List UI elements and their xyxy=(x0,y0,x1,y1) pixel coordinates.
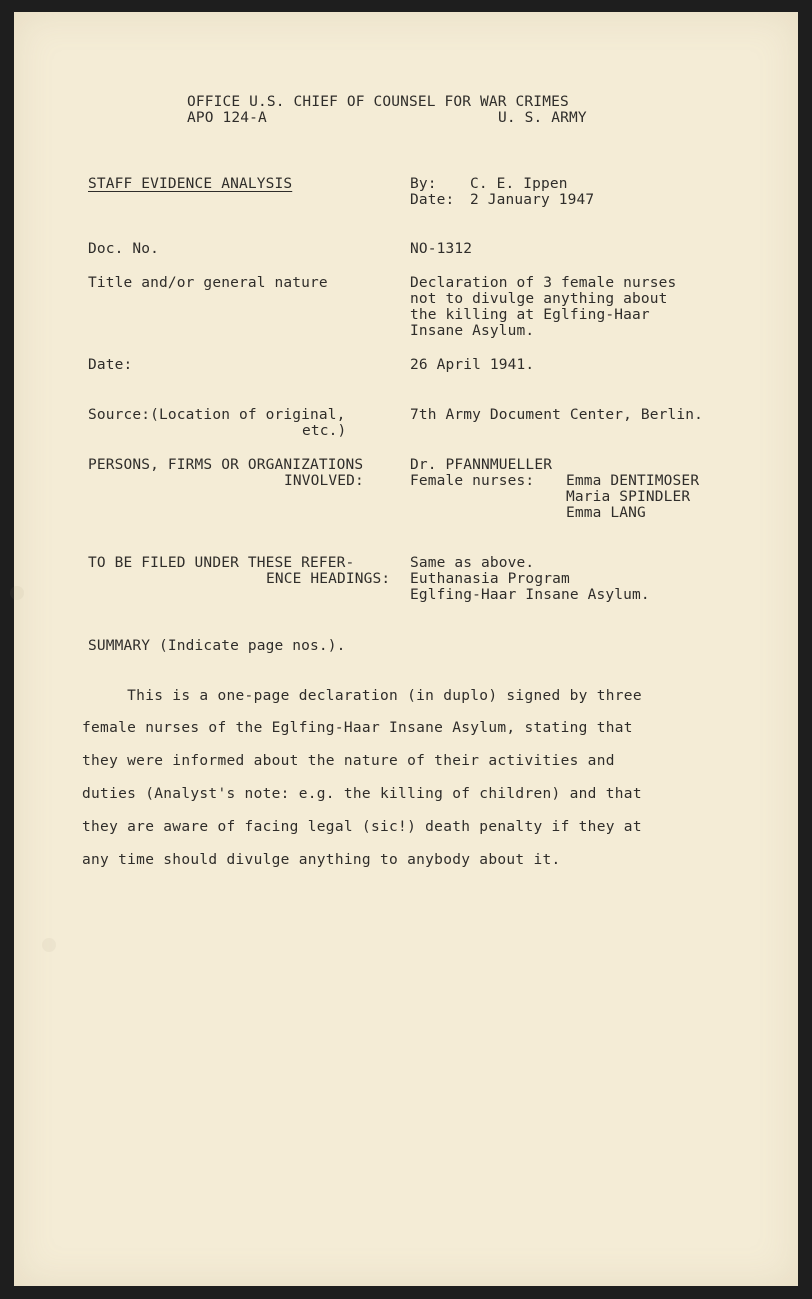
female-nurses-label: Female nurses: xyxy=(410,473,535,489)
source-label: Source:(Location of original, xyxy=(88,407,346,423)
reference-heading: Euthanasia Program xyxy=(410,571,570,587)
summary-line: any time should divulge anything to anybody about it. xyxy=(82,852,561,868)
army-label: U. S. ARMY xyxy=(498,110,587,126)
doc-no-label: Doc. No. xyxy=(88,241,160,257)
paper-blemish xyxy=(42,938,56,952)
summary-line: female nurses of the Eglfing-Haar Insane Asylum, stating that xyxy=(82,720,633,736)
source-value: 7th Army Document Center, Berlin. xyxy=(410,407,704,423)
title-line: Insane Asylum. xyxy=(410,323,535,339)
title-line: Declaration of 3 female nurses xyxy=(410,275,677,291)
title-line: the killing at Eglfing-Haar xyxy=(410,307,650,323)
summary-line: they are aware of facing legal (sic!) death penalty if they at xyxy=(82,819,642,835)
person-doctor: Dr. PFANNMUELLER xyxy=(410,457,553,473)
summary-heading: SUMMARY (Indicate page nos.). xyxy=(88,638,346,654)
paper-blemish xyxy=(10,586,24,600)
doc-date-label: Date: xyxy=(88,357,133,373)
analyst-name: C. E. Ippen xyxy=(470,176,568,192)
by-label: By: xyxy=(410,176,437,192)
apo-number: APO 124-A xyxy=(187,110,267,126)
persons-label: PERSONS, FIRMS OR ORGANIZATIONS xyxy=(88,457,364,473)
date-label: Date: xyxy=(410,192,455,208)
source-label-cont: etc.) xyxy=(302,423,347,439)
summary-line: they were informed about the nature of their activities and xyxy=(82,753,615,769)
reference-heading: Eglfing-Haar Insane Asylum. xyxy=(410,587,650,603)
summary-line: duties (Analyst's note: e.g. the killing of children) and that xyxy=(82,786,642,802)
title-line: not to divulge anything about xyxy=(410,291,668,307)
references-label-cont: ENCE HEADINGS: xyxy=(266,571,391,587)
office-header: OFFICE U.S. CHIEF OF COUNSEL FOR WAR CRIMES xyxy=(187,94,569,110)
persons-label-cont: INVOLVED: xyxy=(284,473,364,489)
document-page xyxy=(14,12,798,1286)
nurse-name: Emma LANG xyxy=(566,505,646,521)
title-label: Title and/or general nature xyxy=(88,275,328,291)
reference-heading: Same as above. xyxy=(410,555,535,571)
analysis-title: STAFF EVIDENCE ANALYSIS xyxy=(88,176,293,192)
analysis-date: 2 January 1947 xyxy=(470,192,595,208)
summary-line: This is a one-page declaration (in duplo) signed by three xyxy=(82,688,642,704)
nurse-name: Emma DENTIMOSER xyxy=(566,473,700,489)
doc-date-value: 26 April 1941. xyxy=(410,357,535,373)
references-label: TO BE FILED UNDER THESE REFER- xyxy=(88,555,355,571)
doc-no-value: NO-1312 xyxy=(410,241,473,257)
nurse-name: Maria SPINDLER xyxy=(566,489,691,505)
